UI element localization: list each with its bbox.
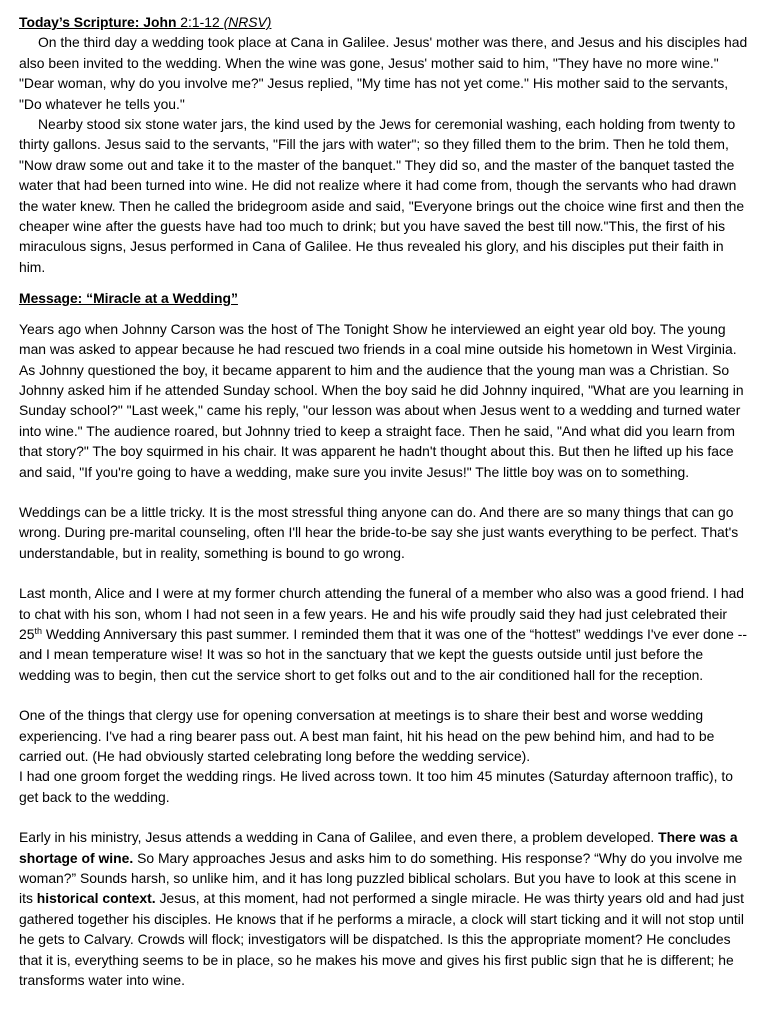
message-heading: Message: “Miracle at a Wedding” <box>19 290 238 307</box>
message-paragraph-5: I had one groom forget the wedding rings. He lived across town. It too him 45 minutes (Saturday afternoon traffic), to get back to the wedding. <box>19 768 733 805</box>
message-paragraph-4: One of the things that clergy use for opening conversation at meetings is to share their best and worse wedding experiencing. I've had a ring bearer pass out. A best man faint, hit his head on the pew behind him, and had to be carried out. (He had obviously started celebrating long before the wedding service). <box>19 707 715 764</box>
message-paragraph-3 <box>19 583 749 685</box>
scripture-paragraph-2: Nearby stood six stone water jars, the kind used by the Jews for ceremonial washing, each holding from twenty to thirty gallons. Jesus said to the servants, "Fill the jars with water"; so they filled them to the brim. Then he told them, "Now draw some out and take it to the master of the banquet." They did so, and the master of the banquet tasted the water that had been turned into wine. He did not realize where it had come from, though the servants who had drawn the water knew. Then he called the bridegroom aside and said, "Everyone brings out the choice wine first and then the cheaper wine after the guests have had too much to drink; but you have saved the best till now."This, the first of his miraculous signs, Jesus performed in Cana of Galilee. He thus revealed his glory, and his disciples put their faith in him. <box>19 116 745 275</box>
message-paragraph-3-part-b: Wedding Anniversary this past summer. I reminded them that it was one of the “hottest” weddings I've ever done -- and I mean temperature wise! It was so hot in the sanctuary that we kept the guests outside until just before the wedding was to begin, then cut the service short to get folks out and to the air conditioned hall for the reception. <box>19 625 747 683</box>
message-paragraph-1: Years ago when Johnny Carson was the host of The Tonight Show he interviewed an eight year old boy. The young man was asked to appear because he had rescued two friends in a coal mine outside his hometown in West Virginia. As Johnny questioned the boy, it became apparent to him and the audience that the young man was a Christian. So Johnny asked him if he attended Sunday school. When the boy said he did Johnny inquired, "What are you learning in Sunday school?" "Last week," came his reply, "our lesson was about when Jesus went to a wedding and turned water into wine." The audience roared, but Johnny tried to keep a straight face. Then he said, "And what did you learn from that story?" The boy squirmed in his chair. It was apparent he hadn't thought about this. But then he lifted up his face and said, "If you're going to have a wedding, make sure you invite Jesus!" The little boy was on to something. <box>19 320 744 480</box>
message-paragraph-3-part-a: Last month, Alice and I were at my former church attending the funeral of a member who also was a good friend. I had to chat with his son, whom I had not seen in a few years. He and his wife proudly said they had just celebrated their 25 <box>19 585 745 642</box>
message-paragraph-6 <box>19 827 749 990</box>
message-paragraph-6-part-b: So Mary approaches Jesus and asks him to do something. His response? “Why do you involve me woman?” Sounds harsh, so unlike him, and it has long puzzled biblical scholars. But you have to look at this scene in its <box>19 849 743 907</box>
scripture-heading-title: Today’s Scripture: John <box>19 14 177 30</box>
ordinal-superscript: th <box>34 625 42 636</box>
scripture-heading-version: (NRSV) <box>223 14 272 30</box>
scripture-paragraph-1: On the third day a wedding took place at Cana in Galilee. Jesus' mother was there, and Jesus and his disciples had also been invited to the wedding. When the wine was gone, Jesus' mother said to him, "They have no more wine." "Dear woman, why do you involve me?" Jesus replied, "My time has not yet come." His mother said to the servants, "Do whatever he tells you." <box>19 34 748 112</box>
scripture-heading-reference: 2:1-12 <box>176 14 224 30</box>
message-paragraph-6-part-a: Early in his ministry, Jesus attends a wedding in Cana of Galilee, and even there, a problem developed. <box>19 829 659 846</box>
bold-historical-context: historical context. <box>36 890 156 907</box>
scripture-heading <box>19 12 749 32</box>
message-paragraph-2: Weddings can be a little tricky. It is the most stressful thing anyone can do. And there are so many things that can go wrong. During pre-marital counseling, often I'll hear the bride-to-be say she just wants everything to be perfect. That's understandable, but in reality, something is bound to go wrong. <box>19 503 739 561</box>
message-paragraph-6-part-c: Jesus, at this moment, had not performed a single miracle. He was thirty years old and had just gathered together his disciples. He knows that if he performs a miracle, a clock will start ticking and it will not stop until he gets to Calvary. Crowds will flock; investigators will be dispatched. Is this the appropriate moment? He concludes that it is, everything seems to be in place, so he makes his move and gives his first public sign that he is different; he transforms water into wine. <box>19 890 744 989</box>
bold-shortage-of-wine: There was a shortage of wine. <box>19 829 738 866</box>
